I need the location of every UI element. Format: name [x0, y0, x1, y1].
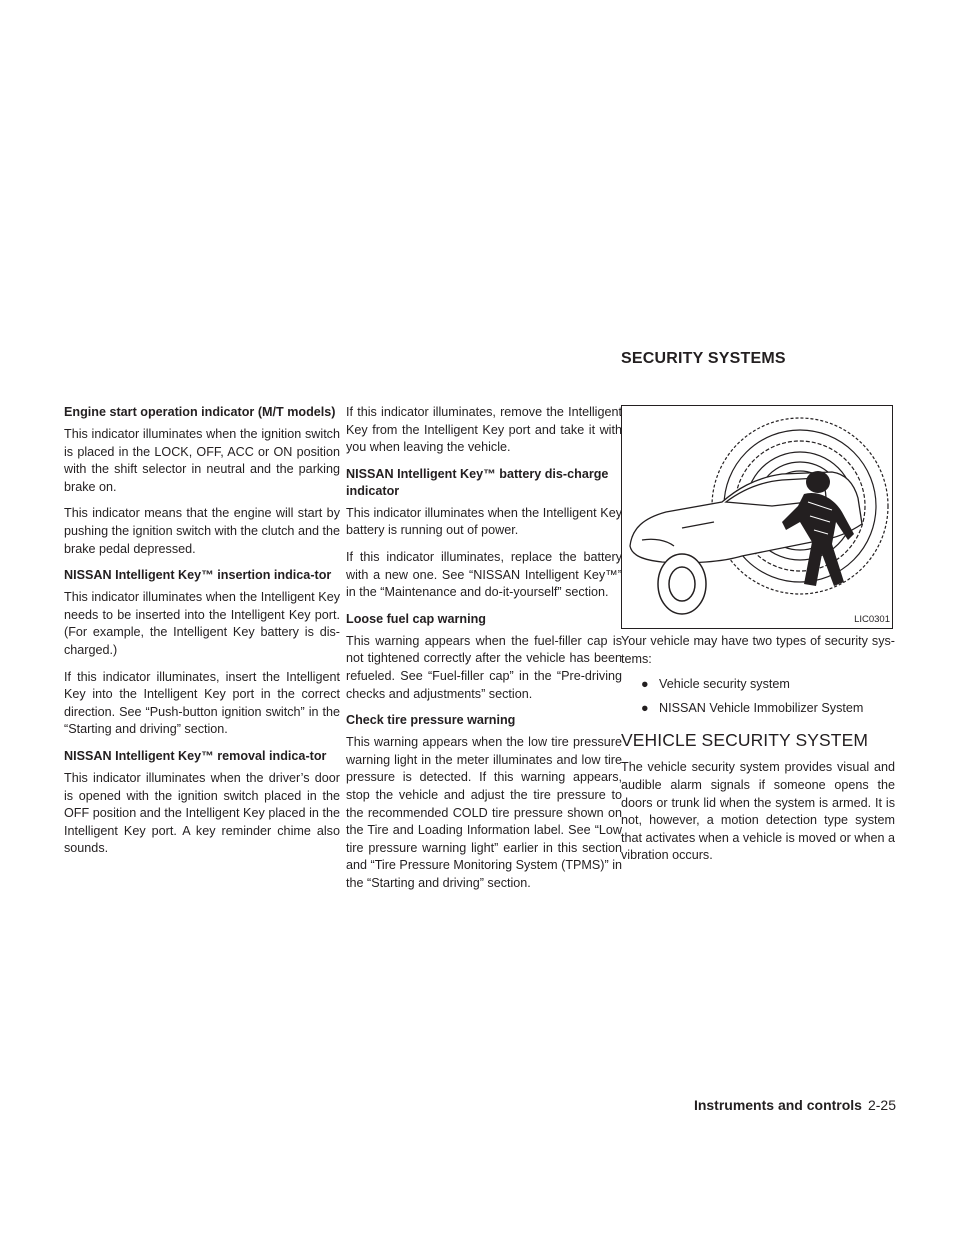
paragraph: This indicator illuminates when the Intelligent Key needs to be inserted into the Intelligent Key port. (For example, the Intelligent Key battery is dis-charged.): [64, 590, 340, 657]
paragraph: If this indicator illuminates, replace the battery with a new one. See “NISSAN Intelligent Key™” in the “Maintenance and do-it-yourself” section.: [346, 549, 622, 600]
paragraph: This indicator means that the engine will start by pushing the ignition switch with the clutch and the brake pedal depressed.: [64, 506, 340, 556]
right-column: [621, 633, 895, 873]
bullet-icon: ●: [641, 700, 649, 715]
security-illustration: [621, 405, 893, 629]
car-intruder-illustration: [622, 406, 892, 628]
section-heading: SECURITY SYSTEMS: [621, 350, 786, 367]
paragraph: If this indicator illuminates, remove the Intelligent Key from the Intelligent Key port and take it with you when leaving the vehicle.: [346, 405, 622, 455]
list-item: [621, 700, 895, 718]
footer-title: Instruments and controls: [693, 1097, 862, 1113]
heading-battery-discharge-indicator: NISSAN Intelligent Key™ battery dis-charge indicator: [346, 466, 609, 498]
heading-vehicle-security-system: VEHICLE SECURITY SYSTEM: [621, 730, 869, 751]
middle-column: [346, 404, 622, 901]
heading-check-tire-pressure: Check tire pressure warning: [346, 713, 516, 728]
paragraph: This indicator illuminates when the ignition switch is placed in the LOCK, OFF, ACC or ON position with the shift selector in neutral and the parking brake on.: [64, 427, 340, 494]
left-column: [64, 404, 340, 867]
page-footer: [636, 1096, 896, 1114]
list-item-text: Vehicle security system: [659, 677, 790, 692]
list-item-text: NISSAN Vehicle Immobilizer System: [659, 700, 864, 715]
figure-label: LIC0301: [854, 614, 890, 625]
heading-loose-fuel-cap: Loose fuel cap warning: [346, 611, 486, 626]
paragraph: This indicator illuminates when the driver’s door is opened with the ignition switch placed in the OFF position and the Intelligent Key placed in the Intelligent Key port. A key reminder chime also sounds.: [64, 770, 340, 856]
paragraph: This warning appears when the fuel-filler cap is not tightened correctly after the vehicle has been refueled. See “Fuel-filler cap” in the “Pre-driving checks and adjustments” section.: [346, 633, 622, 701]
paragraph: If this indicator illuminates, insert the Intelligent Key into the Intelligent Key port in the correct direction. See “Push-button ignition switch” in the “Starting and driving” section.: [64, 669, 340, 737]
paragraph: The vehicle security system provides visual and audible alarm signals if someone opens the doors or trunk lid when the system is armed. It is not, however, a motion detection type system that activates when a vehicle is moved or when a vibration occurs.: [621, 760, 895, 863]
paragraph: This warning appears when the low tire pressure warning light in the meter illuminates and low tire pressure is detected. If this warning appears, stop the vehicle and adjust the tire pressure to the recommended COLD tire pressure shown on the Tire and Loading Information label. See “Low tire pressure warning light” earlier in this section and “Tire Pressure Monitoring System (TPMS)” in the “Starting and driving” section.: [346, 735, 622, 890]
paragraph: Your vehicle may have two types of security sys-tems:: [621, 634, 895, 666]
heading-engine-start-indicator: Engine start operation indicator (M/T models): [64, 405, 336, 419]
list-item: [621, 676, 895, 694]
paragraph: This indicator illuminates when the Intelligent Key battery is running out of power.: [346, 505, 622, 538]
bullet-icon: ●: [641, 677, 649, 692]
page-number: 2-25: [867, 1097, 896, 1113]
heading-key-insertion-indicator: NISSAN Intelligent Key™ insertion indica-tor: [64, 568, 332, 583]
heading-key-removal-indicator: NISSAN Intelligent Key™ removal indica-tor: [64, 748, 327, 763]
